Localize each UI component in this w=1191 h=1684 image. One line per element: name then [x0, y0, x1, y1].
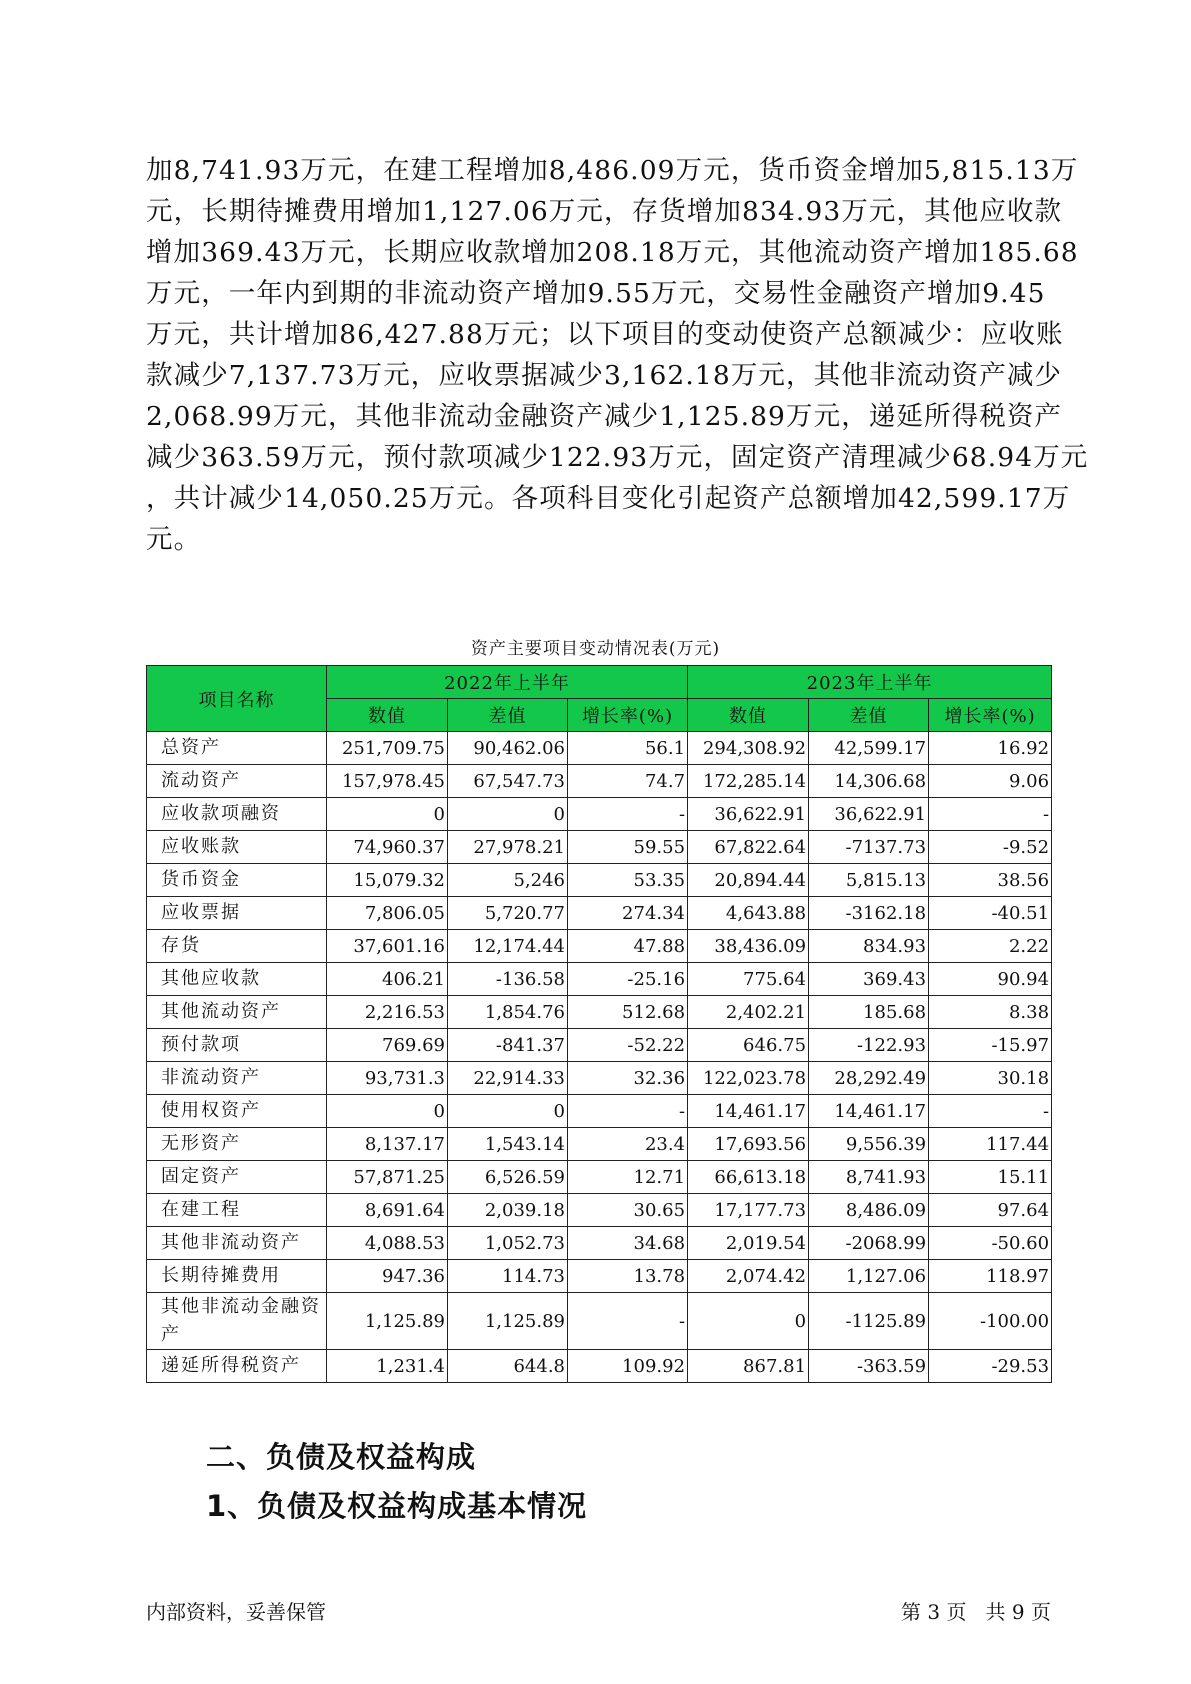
- growth-rate-header: 增长率(%): [929, 699, 1052, 732]
- row-value-cell: 1,854.76: [448, 996, 568, 1029]
- row-value-cell: 947.36: [327, 1260, 448, 1293]
- row-value-cell: 2,402.21: [688, 996, 809, 1029]
- footer-confidential-note: 内部资料，妥善保管: [146, 1600, 326, 1624]
- row-item-name: 递延所得税资产: [147, 1350, 327, 1383]
- row-value-cell: 0: [327, 798, 448, 831]
- row-value-cell: 5,246: [448, 864, 568, 897]
- row-value-cell: 36,622.91: [809, 798, 929, 831]
- row-item-name: 使用权资产: [147, 1095, 327, 1128]
- row-value-cell: 42,599.17: [809, 732, 929, 765]
- row-value-cell: 23.4: [568, 1128, 688, 1161]
- row-value-cell: 12,174.44: [448, 930, 568, 963]
- row-value-cell: 47.88: [568, 930, 688, 963]
- row-value-cell: 90.94: [929, 963, 1052, 996]
- row-value-cell: 74,960.37: [327, 831, 448, 864]
- row-value-cell: 1,052.73: [448, 1227, 568, 1260]
- row-value-cell: 74.7: [568, 765, 688, 798]
- row-value-cell: 9.06: [929, 765, 1052, 798]
- row-value-cell: 27,978.21: [448, 831, 568, 864]
- row-value-cell: 20,894.44: [688, 864, 809, 897]
- row-value-cell: 90,462.06: [448, 732, 568, 765]
- paragraph-line: ，共计减少14,050.25万元。各项科目变化引起资产总额增加42,599.17万: [146, 483, 1071, 514]
- row-value-cell: 867.81: [688, 1350, 809, 1383]
- row-value-cell: -7137.73: [809, 831, 929, 864]
- row-value-cell: 0: [327, 1095, 448, 1128]
- row-value-cell: 9,556.39: [809, 1128, 929, 1161]
- row-value-cell: -3162.18: [809, 897, 929, 930]
- paragraph-line: 元。: [146, 524, 202, 555]
- row-value-cell: 0: [448, 1095, 568, 1128]
- row-value-cell: 109.92: [568, 1350, 688, 1383]
- row-value-cell: 172,285.14: [688, 765, 809, 798]
- row-value-cell: -2068.99: [809, 1227, 929, 1260]
- table-body: [147, 732, 1052, 1383]
- row-value-cell: 0: [688, 1293, 809, 1350]
- row-value-cell: 185.68: [809, 996, 929, 1029]
- row-value-cell: -363.59: [809, 1350, 929, 1383]
- row-item-name: 其他应收款: [147, 963, 327, 996]
- subsection-heading: 1、负债及权益构成基本情况: [206, 1489, 588, 1523]
- value-header: 数值: [688, 699, 809, 732]
- row-item-name: 在建工程: [147, 1194, 327, 1227]
- row-value-cell: 769.69: [327, 1029, 448, 1062]
- row-item-name: 无形资产: [147, 1128, 327, 1161]
- row-value-cell: 1,125.89: [448, 1293, 568, 1350]
- row-value-cell: 294,308.92: [688, 732, 809, 765]
- row-value-cell: -841.37: [448, 1029, 568, 1062]
- row-value-cell: 512.68: [568, 996, 688, 1029]
- row-value-cell: 53.35: [568, 864, 688, 897]
- row-value-cell: 775.64: [688, 963, 809, 996]
- asset-changes-table: [146, 665, 1052, 1383]
- row-value-cell: -15.97: [929, 1029, 1052, 1062]
- row-value-cell: 67,822.64: [688, 831, 809, 864]
- table-caption: 资产主要项目变动情况表(万元): [470, 639, 721, 659]
- paragraph-line: 款减少7,137.73万元，应收票据减少3,162.18万元，其他非流动资产减少: [146, 360, 1063, 391]
- row-value-cell: 14,306.68: [809, 765, 929, 798]
- row-value-cell: 122,023.78: [688, 1062, 809, 1095]
- paragraph-line: 元，长期待摊费用增加1,127.06万元，存货增加834.93万元，其他应收款: [146, 196, 1063, 227]
- row-value-cell: 8,137.17: [327, 1128, 448, 1161]
- row-value-cell: 1,231.4: [327, 1350, 448, 1383]
- row-value-cell: 66,613.18: [688, 1161, 809, 1194]
- row-item-name: 货币资金: [147, 864, 327, 897]
- table-row: [147, 1194, 1052, 1227]
- table-row: [147, 1095, 1052, 1128]
- table-row: [147, 996, 1052, 1029]
- table-row: [147, 897, 1052, 930]
- paragraph-line: 减少363.59万元，预付款项减少122.93万元，固定资产清理减少68.94万元: [146, 442, 1089, 473]
- row-value-cell: 28,292.49: [809, 1062, 929, 1095]
- row-value-cell: 14,461.17: [809, 1095, 929, 1128]
- table-row: [147, 864, 1052, 897]
- row-value-cell: 34.68: [568, 1227, 688, 1260]
- paragraph-line: 加8,741.93万元，在建工程增加8,486.09万元，货币资金增加5,815.13万: [146, 155, 1079, 186]
- row-value-cell: 57,871.25: [327, 1161, 448, 1194]
- row-value-cell: 4,643.88: [688, 897, 809, 930]
- row-value-cell: 2,039.18: [448, 1194, 568, 1227]
- row-value-cell: 274.34: [568, 897, 688, 930]
- row-value-cell: -: [568, 798, 688, 831]
- row-value-cell: 251,709.75: [327, 732, 448, 765]
- row-value-cell: 97.64: [929, 1194, 1052, 1227]
- row-value-cell: 38,436.09: [688, 930, 809, 963]
- row-value-cell: -52.22: [568, 1029, 688, 1062]
- row-value-cell: 8.38: [929, 996, 1052, 1029]
- row-value-cell: 59.55: [568, 831, 688, 864]
- table-row: [147, 1260, 1052, 1293]
- table-row: [147, 1029, 1052, 1062]
- table-row: [147, 831, 1052, 864]
- row-value-cell: 37,601.16: [327, 930, 448, 963]
- row-value-cell: 2,074.42: [688, 1260, 809, 1293]
- year-2023-header: 2023年上半年: [688, 666, 1052, 699]
- table-row: [147, 732, 1052, 765]
- row-value-cell: 369.43: [809, 963, 929, 996]
- row-value-cell: 15.11: [929, 1161, 1052, 1194]
- row-value-cell: 12.71: [568, 1161, 688, 1194]
- paragraph-line: 增加369.43万元，长期应收款增加208.18万元，其他流动资产增加185.68: [146, 237, 1079, 268]
- row-item-name: 存货: [147, 930, 327, 963]
- table-row: [147, 1161, 1052, 1194]
- row-value-cell: -122.93: [809, 1029, 929, 1062]
- row-item-name: 其他非流动金融资产: [147, 1293, 327, 1350]
- row-value-cell: -: [568, 1095, 688, 1128]
- table-row: [147, 1350, 1052, 1383]
- row-value-cell: 6,526.59: [448, 1161, 568, 1194]
- row-value-cell: 834.93: [809, 930, 929, 963]
- row-value-cell: 56.1: [568, 732, 688, 765]
- row-value-cell: 8,741.93: [809, 1161, 929, 1194]
- row-value-cell: 30.65: [568, 1194, 688, 1227]
- row-value-cell: 5,815.13: [809, 864, 929, 897]
- row-value-cell: -136.58: [448, 963, 568, 996]
- growth-rate-header: 增长率(%): [568, 699, 688, 732]
- row-item-name: 应收票据: [147, 897, 327, 930]
- table-row: [147, 1062, 1052, 1095]
- row-value-cell: 32.36: [568, 1062, 688, 1095]
- row-item-name: 其他非流动资产: [147, 1227, 327, 1260]
- row-value-cell: -9.52: [929, 831, 1052, 864]
- row-value-cell: -50.60: [929, 1227, 1052, 1260]
- table-row: [147, 798, 1052, 831]
- difference-header: 差值: [809, 699, 929, 732]
- row-value-cell: -40.51: [929, 897, 1052, 930]
- row-item-name: 总资产: [147, 732, 327, 765]
- item-name-header: 项目名称: [147, 666, 327, 732]
- paragraph-line: 2,068.99万元，其他非流动金融资产减少1,125.89万元，递延所得税资产: [146, 401, 1063, 432]
- row-value-cell: 36,622.91: [688, 798, 809, 831]
- row-value-cell: 38.56: [929, 864, 1052, 897]
- row-value-cell: 117.44: [929, 1128, 1052, 1161]
- row-value-cell: 67,547.73: [448, 765, 568, 798]
- row-value-cell: 646.75: [688, 1029, 809, 1062]
- row-value-cell: 15,079.32: [327, 864, 448, 897]
- row-value-cell: 16.92: [929, 732, 1052, 765]
- table-row: [147, 930, 1052, 963]
- row-item-name: 预付款项: [147, 1029, 327, 1062]
- row-value-cell: 8,486.09: [809, 1194, 929, 1227]
- row-value-cell: 22,914.33: [448, 1062, 568, 1095]
- row-value-cell: -29.53: [929, 1350, 1052, 1383]
- row-value-cell: 2,216.53: [327, 996, 448, 1029]
- row-value-cell: 118.97: [929, 1260, 1052, 1293]
- row-value-cell: 14,461.17: [688, 1095, 809, 1128]
- footer-page-number: 第 3 页 共 9 页: [901, 1600, 1051, 1624]
- table-header-row: [147, 666, 1052, 699]
- row-value-cell: -25.16: [568, 963, 688, 996]
- paragraph-line: 万元，一年内到期的非流动资产增加9.55万元，交易性金融资产增加9.45: [146, 278, 1046, 309]
- table-row: [147, 1227, 1052, 1260]
- row-value-cell: 0: [448, 798, 568, 831]
- row-value-cell: 114.73: [448, 1260, 568, 1293]
- row-value-cell: 1,125.89: [327, 1293, 448, 1350]
- row-value-cell: 157,978.45: [327, 765, 448, 798]
- row-value-cell: 406.21: [327, 963, 448, 996]
- row-value-cell: 13.78: [568, 1260, 688, 1293]
- row-value-cell: 17,177.73: [688, 1194, 809, 1227]
- row-value-cell: 5,720.77: [448, 897, 568, 930]
- year-2022-header: 2022年上半年: [327, 666, 688, 699]
- table-row: [147, 963, 1052, 996]
- row-value-cell: 1,127.06: [809, 1260, 929, 1293]
- row-value-cell: 4,088.53: [327, 1227, 448, 1260]
- row-item-name: 固定资产: [147, 1161, 327, 1194]
- table-row: [147, 1293, 1052, 1350]
- row-item-name: 流动资产: [147, 765, 327, 798]
- row-value-cell: 93,731.3: [327, 1062, 448, 1095]
- row-value-cell: -: [929, 798, 1052, 831]
- table-row: [147, 1128, 1052, 1161]
- row-value-cell: -100.00: [929, 1293, 1052, 1350]
- difference-header: 差值: [448, 699, 568, 732]
- row-value-cell: 644.8: [448, 1350, 568, 1383]
- row-item-name: 应收账款: [147, 831, 327, 864]
- row-value-cell: 17,693.56: [688, 1128, 809, 1161]
- section-heading: 二、负债及权益构成: [206, 1440, 477, 1474]
- table-row: [147, 765, 1052, 798]
- value-header: 数值: [327, 699, 448, 732]
- row-item-name: 应收款项融资: [147, 798, 327, 831]
- row-value-cell: 8,691.64: [327, 1194, 448, 1227]
- body-paragraph: [146, 150, 1089, 560]
- row-item-name: 其他流动资产: [147, 996, 327, 1029]
- paragraph-line: 万元，共计增加86,427.88万元；以下项目的变动使资产总额减少：应收账: [146, 319, 1064, 350]
- row-value-cell: -: [929, 1095, 1052, 1128]
- row-value-cell: 2.22: [929, 930, 1052, 963]
- row-value-cell: 1,543.14: [448, 1128, 568, 1161]
- row-value-cell: 2,019.54: [688, 1227, 809, 1260]
- row-item-name: 长期待摊费用: [147, 1260, 327, 1293]
- row-value-cell: 7,806.05: [327, 897, 448, 930]
- row-item-name: 非流动资产: [147, 1062, 327, 1095]
- row-value-cell: -1125.89: [809, 1293, 929, 1350]
- row-value-cell: 30.18: [929, 1062, 1052, 1095]
- row-value-cell: -: [568, 1293, 688, 1350]
